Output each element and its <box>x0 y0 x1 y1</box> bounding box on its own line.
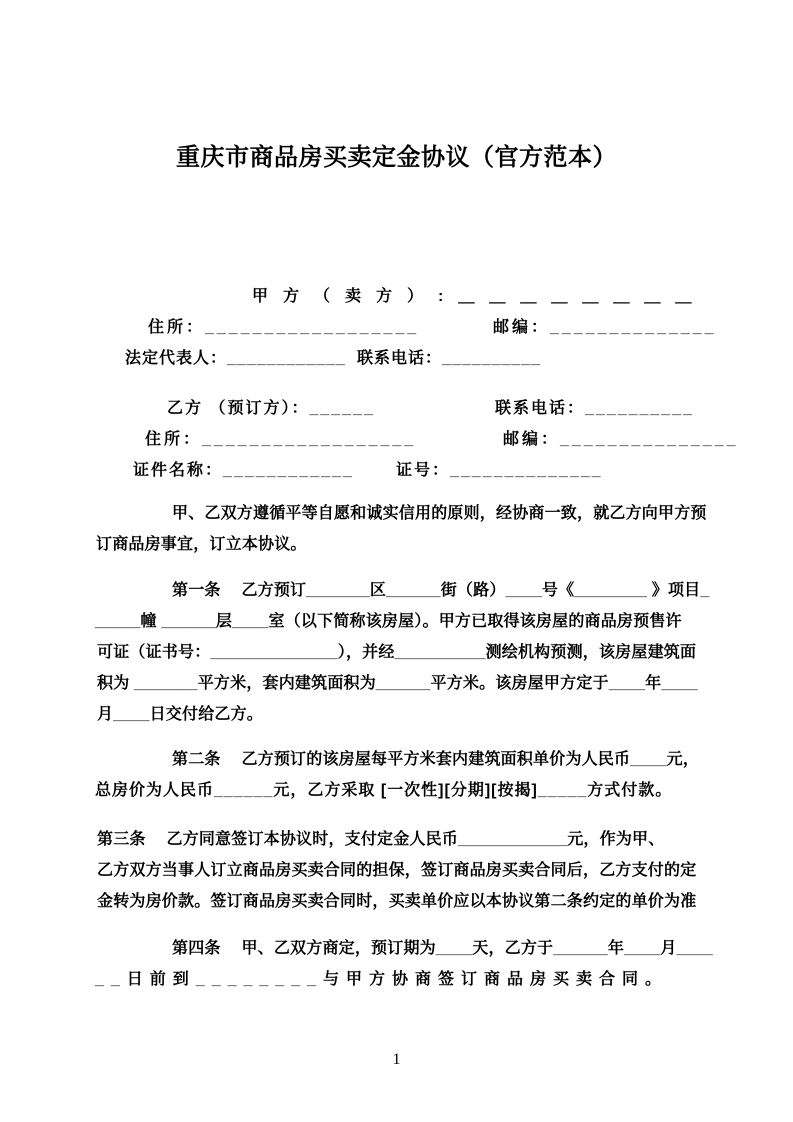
party-b-certificate-number: 证号：______________ <box>396 462 603 479</box>
article-1-line-5: 月____日交付给乙方。 <box>97 706 263 723</box>
party-a-phone: 联系电话：__________ <box>357 350 541 367</box>
article-1-line-2: _____幢 ______层____室（以下简称该房屋）。甲方已取得该房屋的商品房预售许 <box>95 613 682 630</box>
party-a-heading: 甲方（卖方）:＿＿＿＿＿＿＿＿ <box>252 288 707 305</box>
party-a-address: 住所：__________________ <box>148 319 420 336</box>
party-b-address: 住所：__________________ <box>145 431 417 448</box>
preamble-line-1: 甲、乙双方遵循平等自愿和诚实信用的原则，经协商一致，就乙方向甲方预 <box>172 505 707 522</box>
party-a-legal-representative: 法定代表人：____________ <box>125 350 346 367</box>
party-a-postcode: 邮编：______________ <box>493 319 717 336</box>
article-1-line-4: 积为 _______平方米，套内建筑面积为______平方米。该房屋甲方定于____年____ <box>97 675 698 692</box>
document-title: 重庆市商品房买卖定金协议（官方范本） <box>176 144 617 171</box>
article-2-line-2: 总房价为人民币______元，乙方采取 [一次性][分期][按揭]_____方式付款。 <box>95 782 673 799</box>
article-4-line-2: __日前到________与甲方协商签订商品房买卖合同。 <box>95 971 668 988</box>
article-3-line-1: 第三条 乙方同意签订本协议时，支付定金人民币____________元，作为甲、 <box>97 831 665 848</box>
party-b-phone: 联系电话：__________ <box>495 400 694 417</box>
party-b-heading: 乙方 （预订方）：______ <box>167 400 375 417</box>
party-b-postcode: 邮编：_______________ <box>503 431 739 448</box>
party-b-certificate-name: 证件名称：____________ <box>133 462 354 479</box>
preamble-line-2: 订商品房事宜，订立本协议。 <box>96 536 307 553</box>
page-number: 1 <box>392 1051 401 1068</box>
article-3-line-2: 乙方双方当事人订立商品房买卖合同的担保，签订商品房买卖合同后，乙方支付的定 <box>97 862 697 879</box>
article-1-line-1: 第一条 乙方预订_______区______街（路）____号《________ 》项目_ <box>172 582 710 599</box>
article-4-line-1: 第四条 甲、乙双方商定，预订期为____天，乙方于______年____月____ <box>172 940 714 957</box>
article-2-line-1: 第二条 乙方预订的该房屋每平方米套内建筑面积单价为人民币____元， <box>172 751 700 768</box>
article-1-line-3: 可证（证书号：______________），并经__________测绘机构预测，该房屋建筑面 <box>97 644 697 661</box>
article-3-line-3: 金转为房价款。签订商品房买卖合同时，买卖单价应以本协议第二条约定的单价为准 <box>97 893 697 910</box>
